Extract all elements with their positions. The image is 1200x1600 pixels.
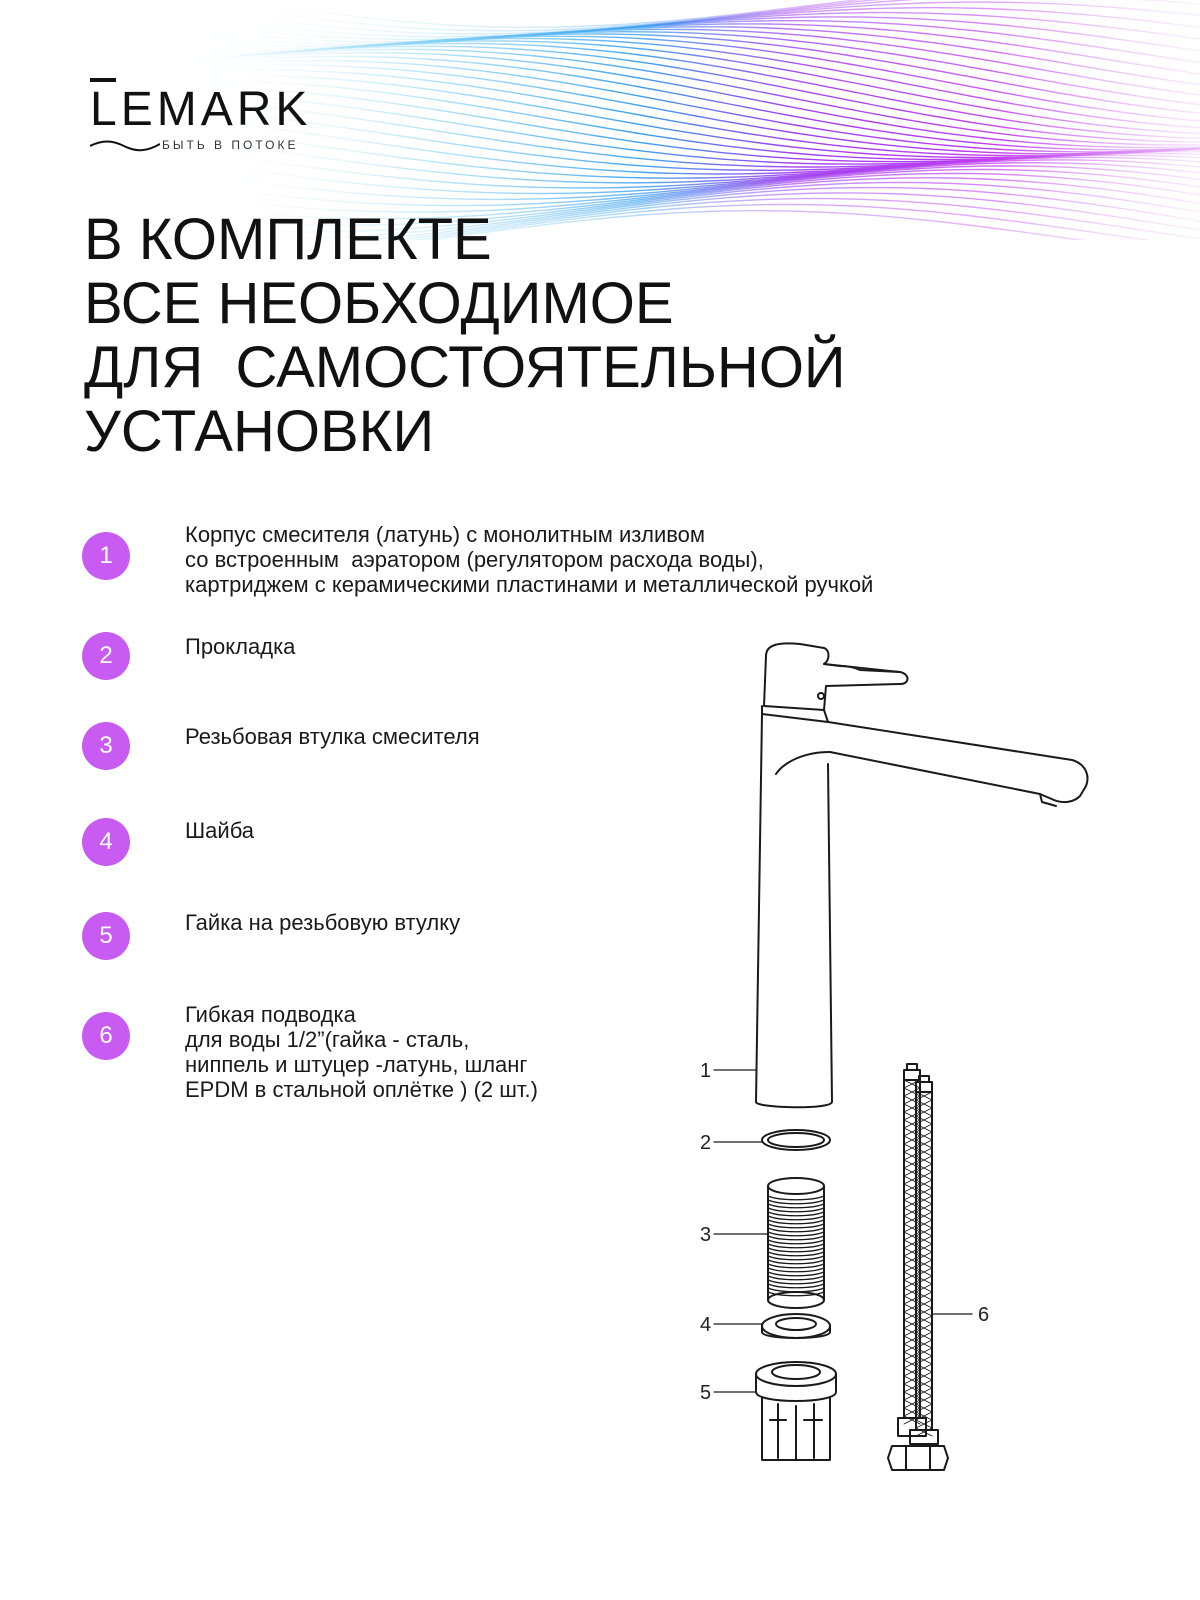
thread-line (768, 1216, 824, 1220)
item-description-line: EPDM в стальной оплётке ) (2 шт.) (185, 1077, 538, 1102)
item-description (185, 634, 295, 659)
item-number-badge: 3 (82, 722, 130, 770)
item-description (185, 910, 460, 935)
thread-line (768, 1248, 824, 1252)
wave-line (180, 0, 1200, 34)
headline-line: ДЛЯ САМОСТОЯТЕЛЬНОЙ (84, 335, 846, 400)
item-description (185, 1002, 538, 1102)
wave-line (180, 27, 1200, 85)
thread-line (768, 1232, 824, 1236)
page-headline (84, 208, 846, 464)
item-description (185, 818, 254, 843)
item-description-line: Резьбовая втулка смесителя (185, 724, 480, 749)
item-description-line: Прокладка (185, 634, 296, 659)
thread-line (768, 1240, 824, 1244)
item-number-badge: 6 (82, 1012, 130, 1060)
item-description-line: Корпус смесителя (латунь) с монолитным изливом (185, 522, 706, 547)
item-number-badge: 1 (82, 532, 130, 580)
threaded-sleeve (768, 1178, 824, 1308)
gasket (762, 1130, 830, 1150)
flexible-hoses (888, 1064, 948, 1470)
thread-line (768, 1252, 824, 1256)
thread-line (768, 1276, 824, 1280)
thread-line (768, 1272, 824, 1276)
item-description (185, 724, 480, 749)
callout-label: 3 (700, 1224, 712, 1246)
item-number-badge: 4 (82, 818, 130, 866)
item-description (185, 522, 873, 597)
headline-line: УСТАНОВКИ (84, 399, 435, 464)
headline-line: ВСЕ НЕОБХОДИМОЕ (84, 271, 674, 336)
thread-line (768, 1212, 824, 1216)
faucet-assembly-diagram (700, 640, 1120, 1520)
item-number-badge: 2 (82, 632, 130, 680)
faucet-handle (764, 643, 908, 710)
brand-name: LEMARK (90, 83, 312, 136)
thread-line (768, 1268, 824, 1272)
logo-accent-bar (90, 78, 116, 82)
brand-tagline: БЫТЬ В ПОТОКЕ (162, 138, 299, 152)
headline-line: В КОМПЛЕКТЕ (84, 207, 492, 272)
washer (762, 1314, 830, 1338)
item-description-line: картриджем с керамическими пластинами и металлической ручкой (185, 572, 874, 597)
thread-line (768, 1288, 824, 1292)
faucet-body (756, 706, 1087, 1107)
thread-line (768, 1220, 824, 1224)
item-description-line: Гайка на резьбовую втулку (185, 910, 461, 935)
callout-label: 1 (700, 1060, 712, 1082)
thread-line (768, 1204, 824, 1208)
thread-line (768, 1228, 824, 1232)
thread-line (768, 1208, 824, 1212)
wave-line (180, 166, 1200, 206)
thread-line (768, 1280, 824, 1284)
callout-label: 5 (700, 1382, 712, 1404)
thread-line (768, 1196, 824, 1200)
thread-line (768, 1244, 824, 1248)
thread-line (768, 1256, 824, 1260)
item-description-line: ниппель и штуцер -латунь, шланг (185, 1052, 528, 1077)
thread-line (768, 1236, 824, 1240)
item-description-line: Гибкая подводка (185, 1002, 356, 1027)
thread-line (768, 1264, 824, 1268)
item-description-line: для воды 1/2”(гайка - сталь, (185, 1027, 470, 1052)
nut (756, 1362, 836, 1460)
callout-label: 2 (700, 1132, 712, 1154)
thread-line (768, 1284, 824, 1288)
thread-line (768, 1224, 824, 1228)
callout-label: 6 (978, 1304, 990, 1326)
thread-line (768, 1200, 824, 1204)
item-description-line: со встроенным аэратором (регулятором расхода воды), (185, 547, 764, 572)
callout-label: 4 (700, 1314, 712, 1336)
brand-logo (90, 78, 340, 158)
thread-line (768, 1260, 824, 1264)
logo-wave-icon (90, 138, 160, 152)
item-description-line: Шайба (185, 818, 255, 843)
item-number-badge: 5 (82, 912, 130, 960)
